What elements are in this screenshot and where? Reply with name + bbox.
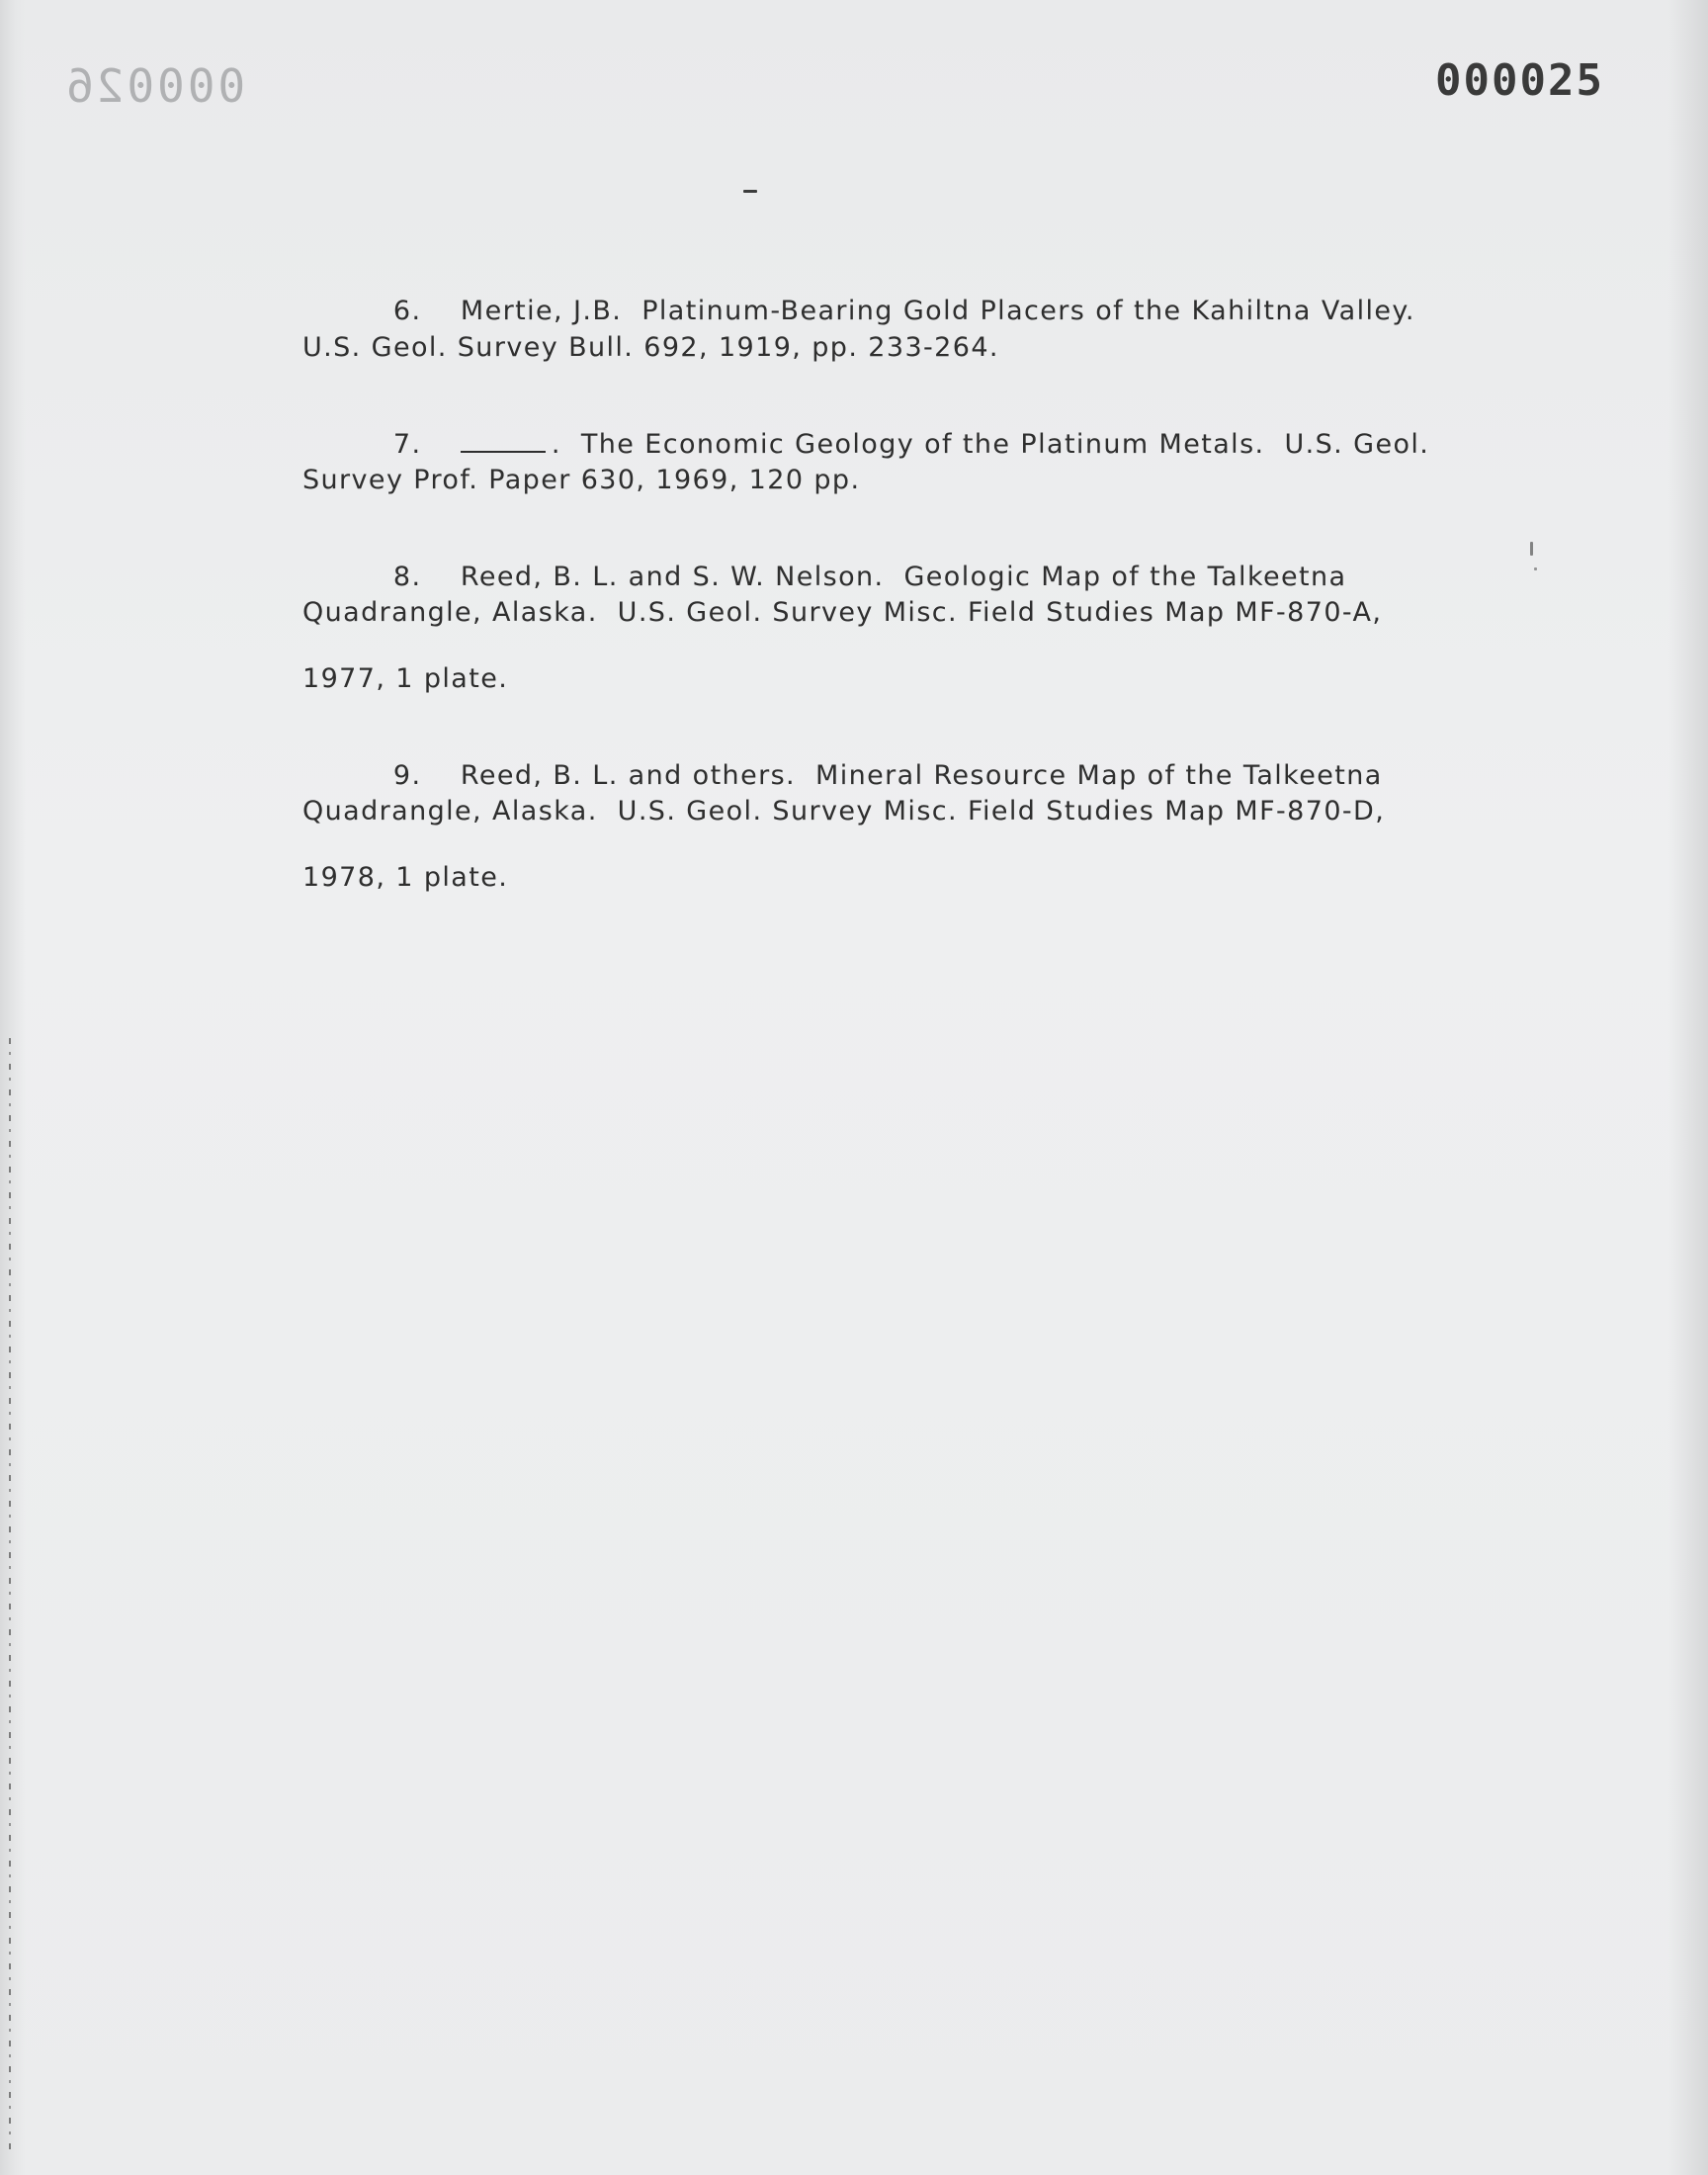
reference-6-continuation: U.S. Geol. Survey Bull. 692, 1919, pp. 233-264. [302,332,999,363]
reference-number: 6. [392,296,422,326]
reference-text: Mertie, J.B. Platinum-Bearing Gold Placers of the Kahiltna Valley. [460,296,1415,326]
reference-9-continuation: Quadrangle, Alaska. U.S. Geol. Survey Misc. Field Studies Map MF-870-D, [302,796,1386,826]
scan-left-edge [0,0,26,2175]
reference-7-continuation: Survey Prof. Paper 630, 1969, 120 pp. [302,465,861,495]
reference-number: 9. [392,760,422,791]
reference-8-continuation: 1977, 1 plate. [302,663,509,694]
scan-mark [1534,567,1537,570]
page-number: 000025 [1435,55,1604,106]
scan-right-edge [1668,0,1708,2175]
bleed-through-page-number: 000026 [63,59,246,113]
reference-text: Reed, B. L. and S. W. Nelson. Geologic Map of the Talkeetna [460,562,1347,592]
reference-9-continuation: 1978, 1 plate. [302,862,509,893]
reference-text: . The Economic Geology of the Platinum Metals. U.S. Geol. [551,429,1430,460]
reference-number: 8. [392,562,422,592]
reference-number: 7. [392,429,422,460]
scan-mark [1530,542,1533,556]
scan-mark [743,190,757,193]
reference-8-continuation: Quadrangle, Alaska. U.S. Geol. Survey Misc. Field Studies Map MF-870-A, [302,597,1383,628]
ditto-author-blank [461,431,546,453]
reference-text: Reed, B. L. and others. Mineral Resource Map of the Talkeetna [460,760,1383,791]
